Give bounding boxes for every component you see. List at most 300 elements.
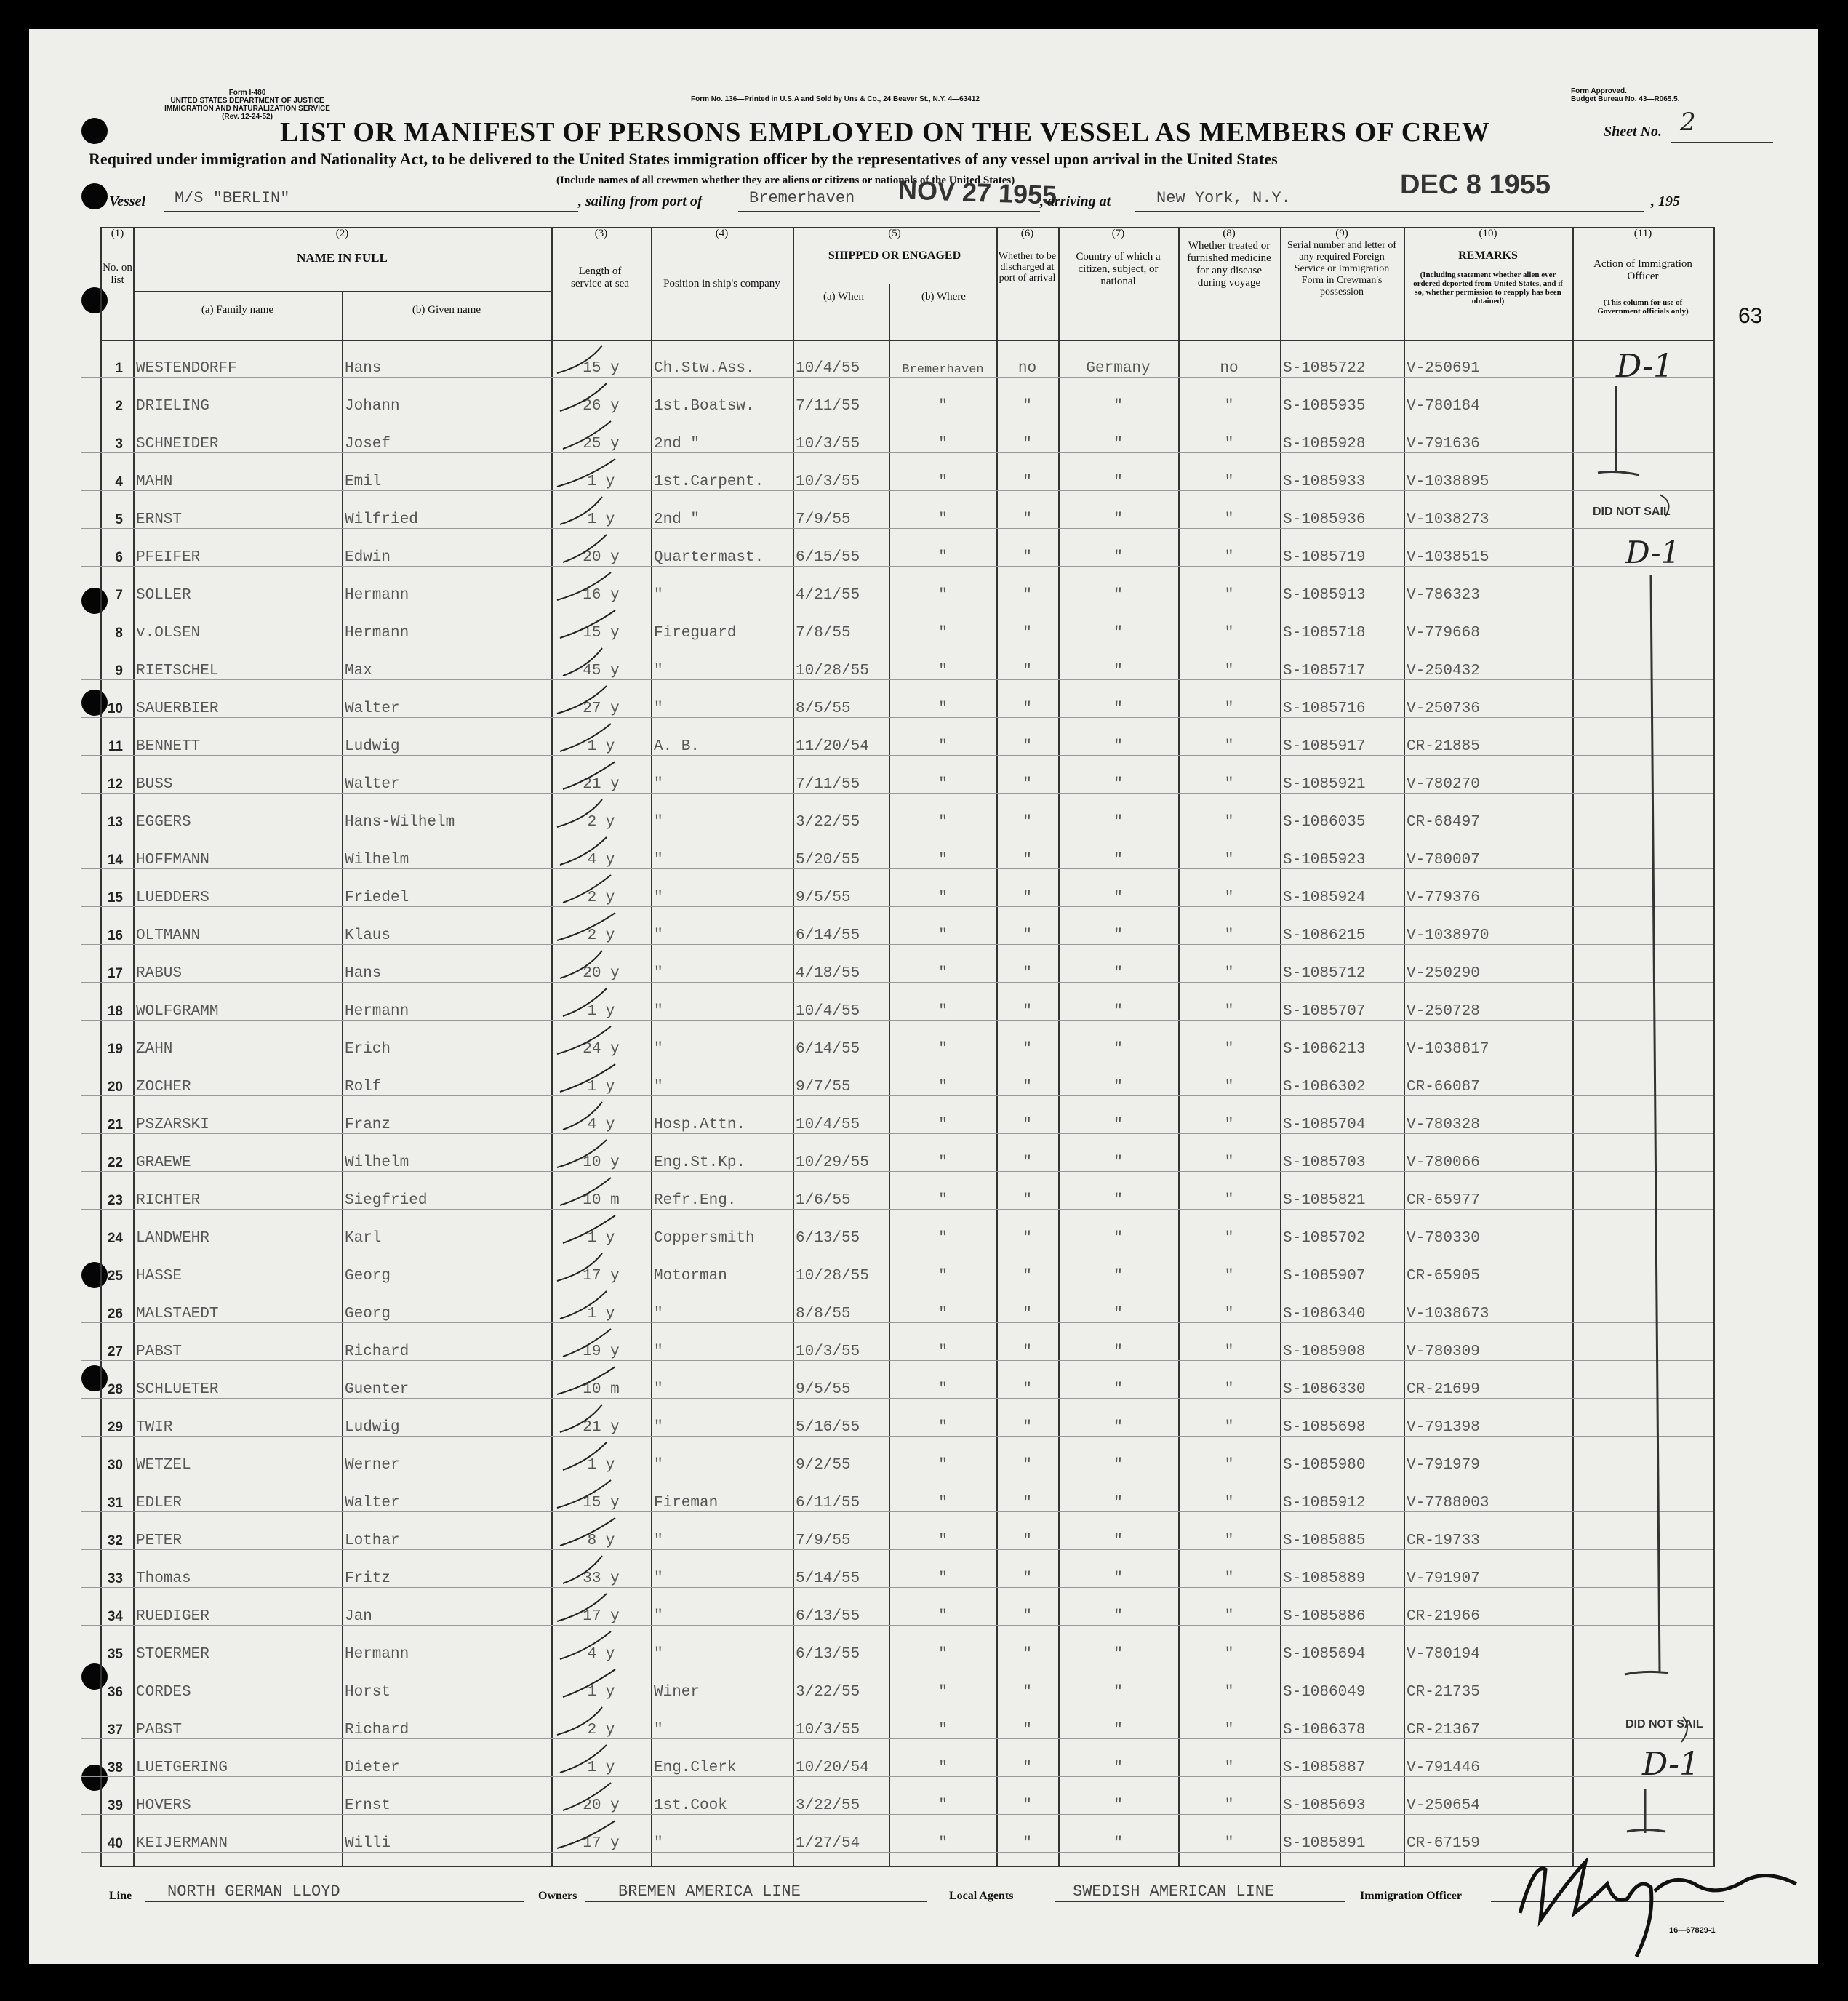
shipped-when: 3/22/55: [793, 1777, 889, 1815]
treated-status: ": [1178, 567, 1280, 604]
length-of-service: 45 y: [551, 642, 651, 680]
arrival-date-stamp: DEC 8 1955: [1400, 169, 1551, 200]
position: Fireguard: [651, 604, 793, 642]
table-row: [81, 1323, 1713, 1361]
position: Motorman: [651, 1247, 793, 1285]
family-name: SCHNEIDER: [133, 415, 342, 453]
remarks: V-250432: [1404, 642, 1572, 680]
position: ": [651, 1701, 793, 1739]
table-row: [81, 1247, 1713, 1285]
remarks: V-7788003: [1404, 1474, 1572, 1512]
country: ": [1058, 1361, 1178, 1399]
shipped-when: 10/3/55: [793, 1323, 889, 1361]
family-name: GRAEWE: [133, 1134, 342, 1172]
length-of-service: 1 y: [551, 1285, 651, 1323]
table-row: [81, 1663, 1713, 1701]
family-name: EGGERS: [133, 794, 342, 831]
row-number: 31: [81, 1474, 133, 1512]
country: ": [1058, 869, 1178, 907]
form-number: Form I-480: [228, 89, 266, 97]
given-name: Walter: [342, 1474, 551, 1512]
family-name: MAHN: [133, 453, 342, 491]
country: ": [1058, 567, 1178, 604]
remarks: V-791398: [1404, 1399, 1572, 1437]
shipped-where: ": [889, 1588, 996, 1626]
family-name: PETER: [133, 1512, 342, 1550]
col3-header: Length of service at sea: [571, 265, 629, 289]
given-name: Georg: [342, 1247, 551, 1285]
treated-status: ": [1178, 1739, 1280, 1777]
col10-note: (Including statement whether alien ever ordered deported from United States, and if so, whether permission to reapply has been obtained): [1413, 271, 1563, 305]
treated-status: ": [1178, 1663, 1280, 1701]
shipped-where: ": [889, 378, 996, 415]
country: ": [1058, 1701, 1178, 1739]
row-number: 27: [81, 1323, 133, 1361]
length-of-service: 2 y: [551, 869, 651, 907]
shipped-when: 6/14/55: [793, 907, 889, 945]
remarks: V-780270: [1404, 756, 1572, 794]
given-name: Horst: [342, 1663, 551, 1701]
length-of-service: 10 m: [551, 1172, 651, 1210]
position: Hosp.Attn.: [651, 1096, 793, 1134]
table-row: [81, 453, 1713, 491]
family-name: WOLFGRAMM: [133, 983, 342, 1021]
officer-ditto-marks: [1572, 342, 1761, 1869]
treated-status: ": [1178, 529, 1280, 567]
position: ": [651, 1815, 793, 1853]
given-name: Hermann: [342, 983, 551, 1021]
country: ": [1058, 1626, 1178, 1663]
crew-table: [81, 340, 1713, 1853]
table-row: [81, 718, 1713, 756]
discharge-status: ": [996, 1550, 1058, 1588]
serial-number: S-1085921: [1280, 756, 1404, 794]
table-row: [81, 1550, 1713, 1588]
serial-number: S-1086213: [1280, 1021, 1404, 1058]
remarks: V-250736: [1404, 680, 1572, 718]
treated-status: ": [1178, 453, 1280, 491]
serial-number: S-1085913: [1280, 567, 1404, 604]
row-number: 7: [81, 567, 133, 604]
discharge-status: ": [996, 1512, 1058, 1550]
officer-mark-d1: D-1: [1625, 535, 1681, 570]
position: ": [651, 567, 793, 604]
length-of-service: 1 y: [551, 718, 651, 756]
treated-status: ": [1178, 718, 1280, 756]
serial-number: S-1085907: [1280, 1247, 1404, 1285]
punch-hole: [81, 118, 108, 144]
remarks: V-791979: [1404, 1437, 1572, 1474]
family-name: LUEDDERS: [133, 869, 342, 907]
col1-number: (1): [111, 228, 124, 239]
position: 2nd ": [651, 491, 793, 529]
length-of-service: 16 y: [551, 567, 651, 604]
shipped-where: ": [889, 491, 996, 529]
table-row: [81, 680, 1713, 718]
table-row: [81, 642, 1713, 680]
family-name: HOVERS: [133, 1777, 342, 1815]
shipped-when: 7/11/55: [793, 756, 889, 794]
owners-value: BREMEN AMERICA LINE: [618, 1882, 801, 1901]
shipped-where: ": [889, 907, 996, 945]
remarks: V-780007: [1404, 831, 1572, 869]
family-name: PABST: [133, 1323, 342, 1361]
discharge-status: ": [996, 378, 1058, 415]
treated-status: ": [1178, 1701, 1280, 1739]
row-number: 32: [81, 1512, 133, 1550]
shipped-when: 6/15/55: [793, 529, 889, 567]
country: ": [1058, 983, 1178, 1021]
position: 1st.Cook: [651, 1777, 793, 1815]
family-name: RIETSCHEL: [133, 642, 342, 680]
shipped-when: 7/9/55: [793, 1512, 889, 1550]
table-row: [81, 907, 1713, 945]
position: ": [651, 1512, 793, 1550]
country: ": [1058, 604, 1178, 642]
serial-number: S-1085935: [1280, 378, 1404, 415]
shipped-when: 8/8/55: [793, 1285, 889, 1323]
family-name: TWIR: [133, 1399, 342, 1437]
row-number: 17: [81, 945, 133, 983]
col4-number: (4): [715, 228, 729, 239]
discharge-status: ": [996, 983, 1058, 1021]
remarks: V-780330: [1404, 1210, 1572, 1247]
shipped-when: 1/27/54: [793, 1815, 889, 1853]
serial-number: S-1085917: [1280, 718, 1404, 756]
remarks: V-1038817: [1404, 1021, 1572, 1058]
given-name: Hermann: [342, 567, 551, 604]
shipped-when: 11/20/54: [793, 718, 889, 756]
shipped-when: 10/29/55: [793, 1134, 889, 1172]
vessel-label: Vessel: [109, 193, 145, 209]
remarks: V-780184: [1404, 378, 1572, 415]
shipped-when: 8/5/55: [793, 680, 889, 718]
table-row: [81, 1474, 1713, 1512]
row-number: 14: [81, 831, 133, 869]
serial-number: S-1086302: [1280, 1058, 1404, 1096]
row-number: 26: [81, 1285, 133, 1323]
remarks: V-1038673: [1404, 1285, 1572, 1323]
length-of-service: 1 y: [551, 1210, 651, 1247]
treated-status: ": [1178, 907, 1280, 945]
row-number: 3: [81, 415, 133, 453]
length-of-service: 26 y: [551, 378, 651, 415]
remarks: V-250290: [1404, 945, 1572, 983]
family-name: RICHTER: [133, 1172, 342, 1210]
shipped-where: ": [889, 1777, 996, 1815]
shipped-where: ": [889, 1134, 996, 1172]
remarks: V-791907: [1404, 1550, 1572, 1588]
shipped-where: ": [889, 1663, 996, 1701]
serial-number: S-1086340: [1280, 1285, 1404, 1323]
remarks: V-250654: [1404, 1777, 1572, 1815]
remarks: V-1038515: [1404, 529, 1572, 567]
discharge-status: ": [996, 1210, 1058, 1247]
country: ": [1058, 1285, 1178, 1323]
position: ": [651, 680, 793, 718]
given-name: Hermann: [342, 604, 551, 642]
shipped-when: 5/14/55: [793, 1550, 889, 1588]
discharge-status: ": [996, 642, 1058, 680]
position: Winer: [651, 1663, 793, 1701]
row-number: 21: [81, 1096, 133, 1134]
row-number: 18: [81, 983, 133, 1021]
treated-status: ": [1178, 1512, 1280, 1550]
serial-number: S-1085722: [1280, 340, 1404, 378]
remarks: V-1038895: [1404, 453, 1572, 491]
treated-status: ": [1178, 680, 1280, 718]
length-of-service: 10 m: [551, 1361, 651, 1399]
length-of-service: 8 y: [551, 1512, 651, 1550]
given-name: Hermann: [342, 1626, 551, 1663]
discharge-status: ": [996, 907, 1058, 945]
shipped-where: ": [889, 680, 996, 718]
country: ": [1058, 1777, 1178, 1815]
table-row: [81, 604, 1713, 642]
shipped-when: 10/3/55: [793, 1701, 889, 1739]
length-of-service: 10 y: [551, 1134, 651, 1172]
treated-status: ": [1178, 1361, 1280, 1399]
service-name: IMMIGRATION AND NATURALIZATION SERVICE: [164, 105, 330, 113]
length-of-service: 20 y: [551, 1777, 651, 1815]
shipped-where: ": [889, 1399, 996, 1437]
position: Eng.Clerk: [651, 1739, 793, 1777]
row-number: 6: [81, 529, 133, 567]
shipped-where: ": [889, 945, 996, 983]
row-number: 16: [81, 907, 133, 945]
country: ": [1058, 1210, 1178, 1247]
remarks: V-780066: [1404, 1134, 1572, 1172]
shipped-when: 10/4/55: [793, 1096, 889, 1134]
given-name: Dieter: [342, 1739, 551, 1777]
discharge-status: ": [996, 1323, 1058, 1361]
country: ": [1058, 1096, 1178, 1134]
length-of-service: 4 y: [551, 1626, 651, 1663]
discharge-status: ": [996, 1626, 1058, 1663]
country: ": [1058, 1588, 1178, 1626]
remarks: CR-66087: [1404, 1058, 1572, 1096]
serial-number: S-1085693: [1280, 1777, 1404, 1815]
serial-number: S-1085717: [1280, 642, 1404, 680]
did-not-sail-stamp: DID NOT SAIL: [1625, 1718, 1703, 1730]
discharge-status: ": [996, 491, 1058, 529]
treated-status: ": [1178, 869, 1280, 907]
remarks: V-779668: [1404, 604, 1572, 642]
serial-number: S-1086049: [1280, 1663, 1404, 1701]
treated-status: ": [1178, 1323, 1280, 1361]
row-number: 28: [81, 1361, 133, 1399]
treated-status: ": [1178, 1134, 1280, 1172]
table-row: [81, 1777, 1713, 1815]
serial-number: S-1086035: [1280, 794, 1404, 831]
discharge-status: ": [996, 1247, 1058, 1285]
shipped-where: ": [889, 1474, 996, 1512]
shipped-when: 7/11/55: [793, 378, 889, 415]
col11-number: (11): [1633, 228, 1652, 239]
treated-status: ": [1178, 1096, 1280, 1134]
family-name: BENNETT: [133, 718, 342, 756]
discharge-status: ": [996, 567, 1058, 604]
table-row: [81, 1815, 1713, 1853]
given-name: Ludwig: [342, 718, 551, 756]
treated-status: ": [1178, 1210, 1280, 1247]
serial-number: S-1085702: [1280, 1210, 1404, 1247]
family-name: v.OLSEN: [133, 604, 342, 642]
shipped-where: ": [889, 756, 996, 794]
length-of-service: 1 y: [551, 453, 651, 491]
col5b-header: (b) Where: [921, 291, 966, 303]
shipped-when: 7/9/55: [793, 491, 889, 529]
given-name: Rolf: [342, 1058, 551, 1096]
given-name: Erich: [342, 1021, 551, 1058]
discharge-status: ": [996, 1777, 1058, 1815]
family-name: RUEDIGER: [133, 1588, 342, 1626]
shipped-when: 6/13/55: [793, 1588, 889, 1626]
col2-header: NAME IN FULL: [297, 251, 388, 265]
shipped-when: 10/4/55: [793, 340, 889, 378]
serial-number: S-1085707: [1280, 983, 1404, 1021]
country: ": [1058, 680, 1178, 718]
line-label: Line: [109, 1890, 132, 1902]
given-name: Franz: [342, 1096, 551, 1134]
table-row: [81, 1437, 1713, 1474]
treated-status: ": [1178, 1550, 1280, 1588]
family-name: KEIJERMANN: [133, 1815, 342, 1853]
form-revision: (Rev. 12-24-52): [222, 113, 273, 121]
col10-header: REMARKS: [1458, 249, 1518, 262]
serial-number: S-1085885: [1280, 1512, 1404, 1550]
serial-number: S-1085719: [1280, 529, 1404, 567]
row-number: 33: [81, 1550, 133, 1588]
position: ": [651, 1437, 793, 1474]
remarks: V-791446: [1404, 1739, 1572, 1777]
serial-number: S-1085924: [1280, 869, 1404, 907]
form-subtitle: Required under immigration and Nationality Act, to be delivered to the United States immigration officer by the representatives of any vessel upon arrival in the United States: [89, 150, 1278, 168]
serial-number: S-1085980: [1280, 1437, 1404, 1474]
serial-number: S-1085908: [1280, 1323, 1404, 1361]
given-name: Walter: [342, 756, 551, 794]
length-of-service: 15 y: [551, 604, 651, 642]
position: Coppersmith: [651, 1210, 793, 1247]
serial-number: S-1085891: [1280, 1815, 1404, 1853]
given-name: Richard: [342, 1701, 551, 1739]
given-name: Wilfried: [342, 491, 551, 529]
row-number: 35: [81, 1626, 133, 1663]
discharge-status: ": [996, 1172, 1058, 1210]
form-title: LIST OR MANIFEST OF PERSONS EMPLOYED ON THE VESSEL AS MEMBERS OF CREW: [280, 117, 1490, 148]
country: ": [1058, 1739, 1178, 1777]
serial-number: S-1085712: [1280, 945, 1404, 983]
row-number: 30: [81, 1437, 133, 1474]
country: ": [1058, 1021, 1178, 1058]
position: Ch.Stw.Ass.: [651, 340, 793, 378]
shipped-where: ": [889, 1210, 996, 1247]
table-row: [81, 945, 1713, 983]
treated-status: ": [1178, 1285, 1280, 1323]
remarks: V-1038273: [1404, 491, 1572, 529]
remarks: V-250691: [1404, 340, 1572, 378]
row-number: 20: [81, 1058, 133, 1096]
officer-mark-d1: D-1: [1616, 348, 1673, 385]
country: ": [1058, 1474, 1178, 1512]
row-number: 15: [81, 869, 133, 907]
sheet-label: Sheet No.: [1604, 124, 1662, 140]
shipped-when: 9/5/55: [793, 869, 889, 907]
col5a-header: (a) When: [823, 291, 864, 303]
family-name: SAUERBIER: [133, 680, 342, 718]
serial-number: S-1086215: [1280, 907, 1404, 945]
approval-block: [1571, 87, 1789, 103]
include-note: (Include names of all crewmen whether they are aliens or citizens or nationals of the United States): [556, 175, 1015, 186]
table-row: [81, 1361, 1713, 1399]
position: Quartermast.: [651, 529, 793, 567]
position: ": [651, 1550, 793, 1588]
length-of-service: 4 y: [551, 1096, 651, 1134]
treated-status: ": [1178, 1626, 1280, 1663]
family-name: HASSE: [133, 1247, 342, 1285]
given-name: Klaus: [342, 907, 551, 945]
length-of-service: 24 y: [551, 1021, 651, 1058]
position: ": [651, 907, 793, 945]
treated-status: ": [1178, 1399, 1280, 1437]
country: ": [1058, 756, 1178, 794]
col6-header: Whether to be discharged at port of arrival: [998, 251, 1057, 284]
family-name: HOFFMANN: [133, 831, 342, 869]
table-row: [81, 1058, 1713, 1096]
discharge-status: ": [996, 1096, 1058, 1134]
position: ": [651, 1588, 793, 1626]
length-of-service: 20 y: [551, 529, 651, 567]
row-number: 19: [81, 1021, 133, 1058]
length-column-check-marks: [551, 340, 668, 1867]
shipped-where: ": [889, 453, 996, 491]
approval-line: Form Approved.: [1571, 87, 1627, 95]
country: ": [1058, 1437, 1178, 1474]
row-number: 2: [81, 378, 133, 415]
given-name: Friedel: [342, 869, 551, 907]
family-name: WETZEL: [133, 1437, 342, 1474]
family-name: PFEIFER: [133, 529, 342, 567]
serial-number: S-1085718: [1280, 604, 1404, 642]
shipped-when: 10/20/54: [793, 1739, 889, 1777]
position: ": [651, 1626, 793, 1663]
shipped-where: ": [889, 415, 996, 453]
length-of-service: 1 y: [551, 1739, 651, 1777]
serial-number: S-1085694: [1280, 1626, 1404, 1663]
shipped-where: Bremerhaven: [889, 340, 996, 378]
family-name: ERNST: [133, 491, 342, 529]
shipped-where: ": [889, 1021, 996, 1058]
row-number: 39: [81, 1777, 133, 1815]
position: ": [651, 1021, 793, 1058]
shipped-when: 4/21/55: [793, 567, 889, 604]
table-row: [81, 1512, 1713, 1550]
department-name: UNITED STATES DEPARTMENT OF JUSTICE: [170, 97, 324, 105]
shipped-when: 10/4/55: [793, 983, 889, 1021]
table-row: [81, 415, 1713, 453]
position: 2nd ": [651, 415, 793, 453]
treated-status: ": [1178, 1474, 1280, 1512]
family-name: LANDWEHR: [133, 1210, 342, 1247]
family-name: STOERMER: [133, 1626, 342, 1663]
serial-number: S-1085887: [1280, 1739, 1404, 1777]
length-of-service: 15 y: [551, 340, 651, 378]
length-of-service: 17 y: [551, 1815, 651, 1853]
discharge-status: ": [996, 1021, 1058, 1058]
row-number: 13: [81, 794, 133, 831]
length-of-service: 15 y: [551, 1474, 651, 1512]
did-not-sail-stamp: DID NOT SAIL: [1593, 506, 1671, 518]
